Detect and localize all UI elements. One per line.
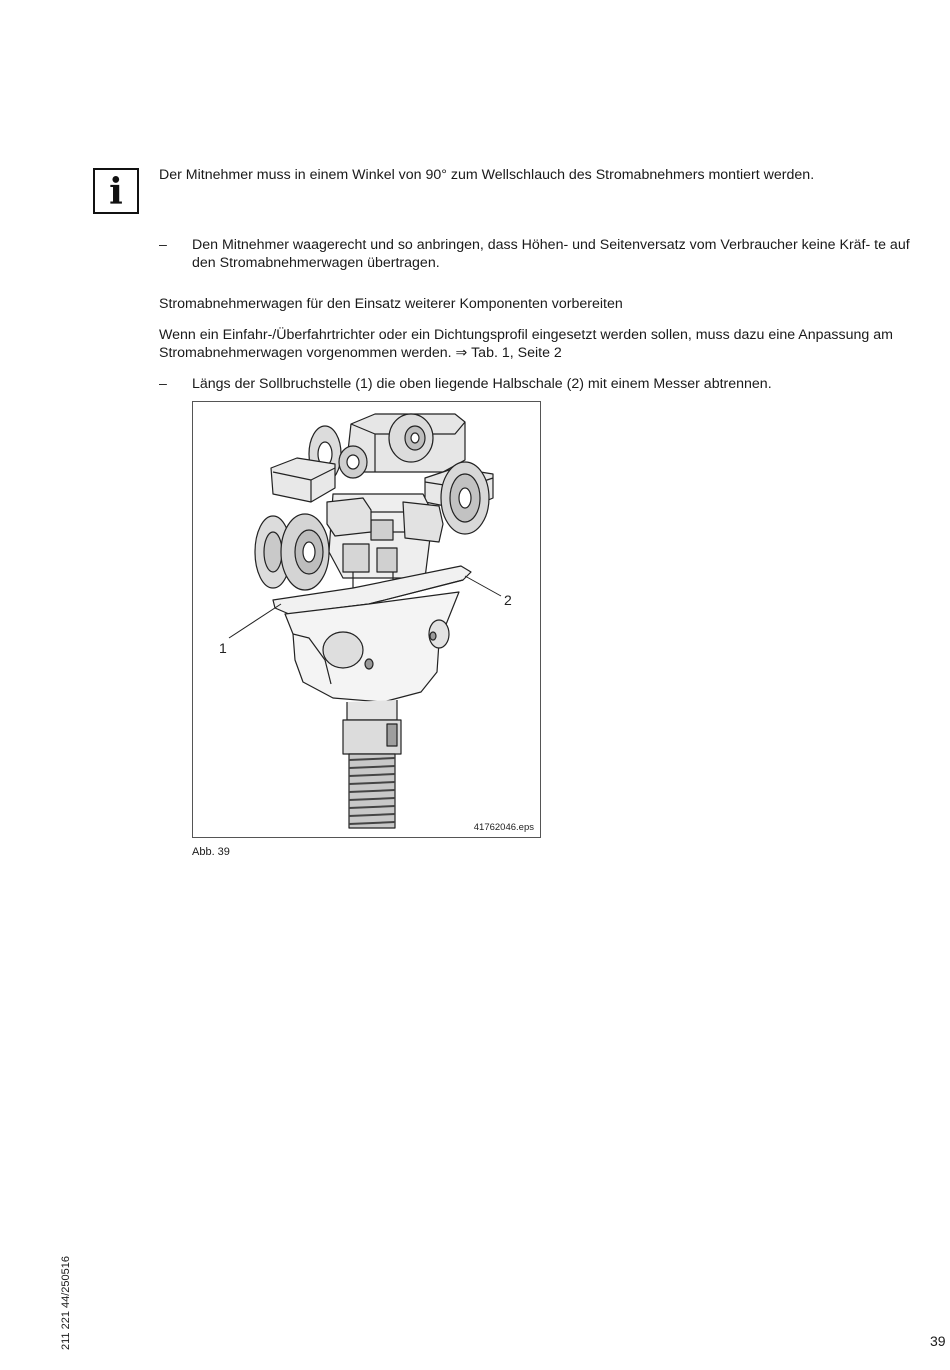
callout-label: 1	[219, 640, 227, 656]
bullet-item	[159, 236, 929, 272]
info-note: Der Mitnehmer muss in einem Winkel von 90° zum Wellschlauch des Stromabnehmers montiert werden.	[159, 167, 815, 183]
bullet-dash: –	[159, 237, 167, 253]
callout-label: 2	[504, 592, 512, 608]
page-number: 39	[930, 1333, 946, 1349]
section-heading: Stromabnehmerwagen für den Einsatz weiterer Komponenten vorbereiten	[159, 296, 623, 312]
bullet-text: Längs der Sollbruchstelle (1) die oben liegende Halbschale (2) mit einem Messer abtrennen.	[192, 376, 772, 392]
collector-trolley-drawing	[193, 402, 540, 837]
paragraph: Wenn ein Einfahr-/Überfahrtrichter oder ein Dichtungsprofil eingesetzt werden sollen, muss dazu eine Anpassung am Stromabnehmerwagen vorgenommen werden. ⇒ Tab. 1, Seite 2	[159, 327, 893, 361]
info-glyph: i	[109, 171, 123, 213]
figure-frame	[192, 401, 541, 838]
figure-caption: Abb. 39	[192, 846, 230, 858]
info-icon	[93, 168, 139, 214]
bullet-text: Den Mitnehmer waagerecht und so anbringen, dass Höhen- und Seitenversatz vom Verbraucher keine Kräf- te auf den Stromabnehmerwagen übertragen.	[192, 237, 910, 271]
bullet-dash: –	[159, 376, 167, 392]
figure-file-ref: 41762046.eps	[473, 822, 534, 833]
document-number: 211 221 44/250516	[60, 1256, 72, 1350]
bullet-item	[159, 375, 929, 393]
